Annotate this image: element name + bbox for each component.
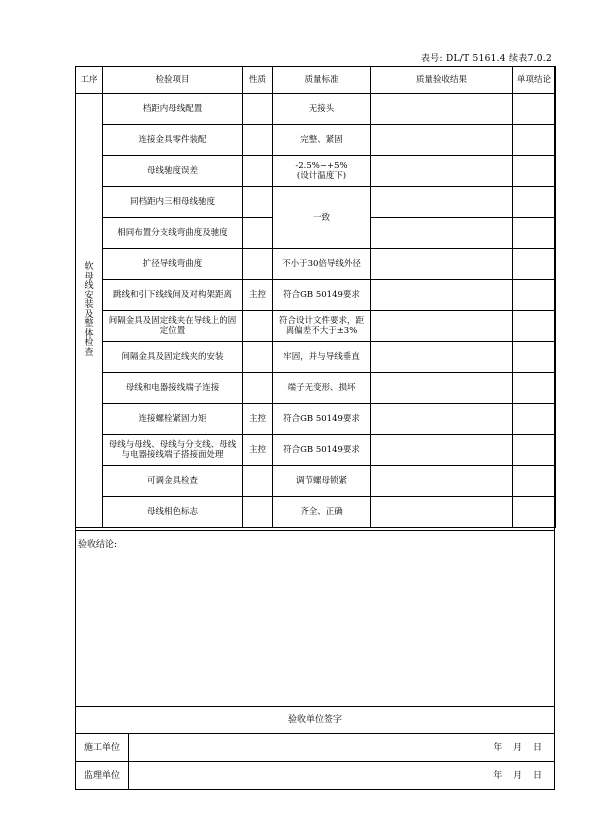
table-row — [76, 311, 556, 342]
item-cell: 扩径导线弯曲度 — [103, 249, 243, 280]
result-cell[interactable] — [371, 404, 513, 435]
nature-cell — [243, 311, 273, 342]
table-row — [76, 466, 556, 497]
table-row — [76, 187, 556, 218]
table-row — [76, 94, 556, 125]
result-cell[interactable] — [371, 280, 513, 311]
result-cell[interactable] — [371, 187, 513, 218]
conclusion-area[interactable] — [76, 530, 554, 707]
item-cell: 跳线和引下线线间及对构架距离 — [103, 280, 243, 311]
conclusion-cell[interactable] — [513, 311, 556, 342]
header-item: 检验项目 — [103, 67, 243, 94]
process-name: 软母线安装及整体检查 — [84, 262, 94, 358]
item-cell: 间隔金具及固定线夹的安装 — [103, 342, 243, 373]
conclusion-cell[interactable] — [513, 218, 556, 249]
result-cell[interactable] — [371, 218, 513, 249]
nature-cell — [243, 156, 273, 187]
header-standard: 质量标准 — [273, 67, 371, 94]
sign-label: 施工单位 — [76, 734, 129, 762]
sign-date: 年 月 日 — [493, 771, 542, 781]
header-process: 工序 — [76, 67, 103, 94]
result-cell[interactable] — [371, 156, 513, 187]
item-cell: 同档距内三相母线驰度 — [103, 187, 243, 218]
result-cell[interactable] — [371, 94, 513, 125]
result-cell[interactable] — [371, 342, 513, 373]
item-cell: 母线相色标志 — [103, 497, 243, 528]
conclusion-cell[interactable] — [513, 404, 556, 435]
conclusion-cell[interactable] — [513, 342, 556, 373]
standard-cell: 符合GB 50149要求 — [273, 280, 371, 311]
table-number: 表号: DL/T 5161.4 续表7.0.2 — [420, 54, 552, 64]
table-row — [76, 497, 556, 528]
standard-cell: 牢固，并与导线垂直 — [273, 342, 371, 373]
conclusion-label: 验收结论: — [78, 540, 118, 550]
result-cell[interactable] — [371, 311, 513, 342]
nature-cell — [243, 342, 273, 373]
sign-label: 监理单位 — [76, 762, 129, 790]
result-cell[interactable] — [371, 373, 513, 404]
table-row — [76, 280, 556, 311]
standard-cell: 符合GB 50149要求 — [273, 404, 371, 435]
table-row — [76, 373, 556, 404]
inspection-table — [75, 66, 556, 528]
standard-cell: 无接头 — [273, 94, 371, 125]
standard-cell: 符合GB 50149要求 — [273, 435, 371, 466]
standard-cell: 端子无变形、损坏 — [273, 373, 371, 404]
table-row — [76, 249, 556, 280]
nature-cell: 主控 — [243, 435, 273, 466]
table-row — [76, 125, 556, 156]
conclusion-cell[interactable] — [513, 497, 556, 528]
conclusion-cell[interactable] — [513, 373, 556, 404]
standard-cell: 完整、紧固 — [273, 125, 371, 156]
header-conclusion: 单项结论 — [513, 67, 556, 94]
nature-cell: 主控 — [243, 280, 273, 311]
item-cell: 可调金具检查 — [103, 466, 243, 497]
conclusion-cell[interactable] — [513, 125, 556, 156]
header-nature: 性质 — [243, 67, 273, 94]
nature-cell: 主控 — [243, 404, 273, 435]
standard-cell: 齐全、正确 — [273, 497, 371, 528]
nature-cell — [243, 466, 273, 497]
item-cell: 母线驰度误差 — [103, 156, 243, 187]
item-cell: 母线与母线、母线与分支线、母线与电器接线端子搭接面处理 — [103, 435, 243, 466]
result-cell[interactable] — [371, 125, 513, 156]
item-cell: 间隔金具及固定线夹在导线上的固定位置 — [103, 311, 243, 342]
nature-cell — [243, 94, 273, 125]
item-cell: 相同布置分支线弯曲度及驰度 — [103, 218, 243, 249]
conclusion-cell[interactable] — [513, 435, 556, 466]
standard-cell: 一致 — [273, 187, 371, 249]
conclusion-cell[interactable] — [513, 466, 556, 497]
nature-cell — [243, 497, 273, 528]
process-cell — [76, 94, 103, 528]
result-cell[interactable] — [371, 466, 513, 497]
conclusion-cell[interactable] — [513, 187, 556, 218]
item-cell: 母线和电器接线端子连接 — [103, 373, 243, 404]
standard-cell: 不小于30倍导线外径 — [273, 249, 371, 280]
table-row — [76, 156, 556, 187]
nature-cell — [243, 249, 273, 280]
nature-cell — [243, 187, 273, 218]
inspection-form — [75, 66, 555, 790]
result-cell[interactable] — [371, 435, 513, 466]
conclusion-cell[interactable] — [513, 249, 556, 280]
conclusion-cell[interactable] — [513, 280, 556, 311]
item-cell: 连接螺栓紧固力矩 — [103, 404, 243, 435]
item-cell: 档距内母线配置 — [103, 94, 243, 125]
sign-row-supervision[interactable] — [76, 761, 554, 790]
nature-cell — [243, 218, 273, 249]
item-cell: 连接金具零件装配 — [103, 125, 243, 156]
conclusion-cell[interactable] — [513, 94, 556, 125]
table-row — [76, 435, 556, 466]
standard-cell: -2.5%~+5% (设计温度下) — [273, 156, 371, 187]
conclusion-cell[interactable] — [513, 156, 556, 187]
sign-row-construction[interactable] — [76, 733, 554, 762]
nature-cell — [243, 373, 273, 404]
header-result: 质量验收结果 — [371, 67, 513, 94]
standard-cell: 调节螺母锁紧 — [273, 466, 371, 497]
table-row — [76, 404, 556, 435]
standard-cell: 符合设计文件要求，距离偏差不大于±3% — [273, 311, 371, 342]
result-cell[interactable] — [371, 249, 513, 280]
nature-cell — [243, 125, 273, 156]
header-row — [76, 67, 556, 94]
sign-date: 年 月 日 — [493, 743, 542, 753]
sign-title: 验收单位签字 — [76, 706, 554, 734]
result-cell[interactable] — [371, 497, 513, 528]
table-row — [76, 342, 556, 373]
